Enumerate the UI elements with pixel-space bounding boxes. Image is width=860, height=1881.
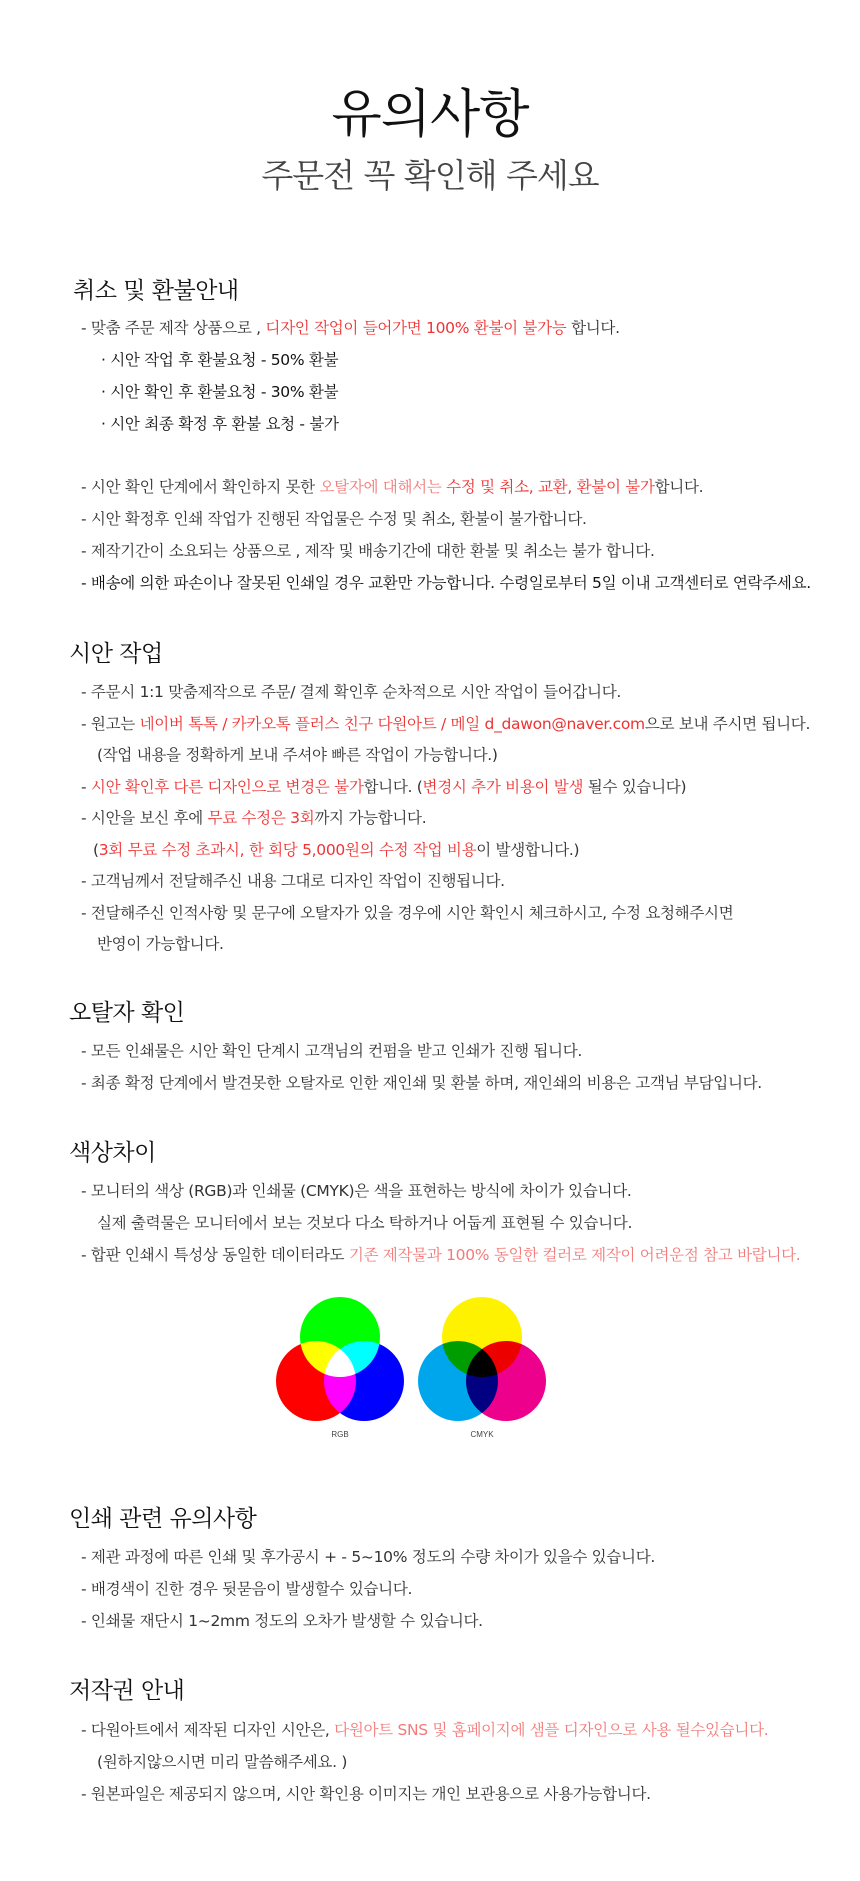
copyright-line-1 [81,1718,768,1740]
draft-line-5-red: 무료 수정은 3회 [207,809,315,827]
copyright-line-1-text: - 다원아트에서 제작된 디자인 시안은, [81,1721,335,1739]
cancel-line-2: · 시안 작업 후 환불요청 - 50% 환불 [101,351,339,369]
cancel-line-1-text: - 맞춤 주문 제작 상품으로 , [81,319,266,337]
page-subtitle: 주문전 꼭 확인해 주세요 [261,156,599,195]
cancel-line-7: - 제작기간이 소요되는 상품으로 , 제작 및 배송기간에 대한 환불 및 취소는 불가 합니다. [81,542,655,560]
cancel-line-8: - 배송에 의한 파손이나 잘못된 인쇄일 경우 교환만 가능합니다. 수령일로부터 5일 이내 고객센터로 연락주세요. [81,574,811,592]
color-line-2: 실제 출력물은 모니터에서 보는 것보다 다소 탁하거나 어둡게 표현될 수 있습니다. [97,1214,633,1232]
color-line-3 [81,1243,800,1265]
cancel-line-1 [81,316,620,338]
draft-line-4-mid: 합니다. ( [363,778,423,796]
page-title: 유의사항 [331,85,529,145]
draft-line-6-open: ( [93,841,99,859]
draft-line-2 [81,712,810,734]
cancel-line-6: - 시안 확정후 인쇄 작업가 진행된 작업물은 수정 및 취소, 환불이 불가합니다. [81,510,587,528]
draft-line-4-dash: - [81,778,91,796]
print-heading: 인쇄 관련 유의사항 [69,1506,257,1532]
draft-line-6-red: 3회 무료 수정 초과시, 한 회당 5,000원의 수정 작업 비용 [98,841,477,859]
draft-line-2-contacts: 네이버 톡톡 / 카카오톡 플러스 친구 다원아트 / 메일 d_dawon@naver.com [139,715,645,733]
cancel-line-1-highlight: 디자인 작업이 들어가면 100% 환불이 불가능 [265,319,567,337]
rgb-label: RGB [331,1430,349,1439]
cancel-line-5-text: - 시안 확인 단계에서 확인하지 못한 [81,478,320,496]
draft-line-2-text: - 원고는 [81,715,140,733]
draft-line-5-end: 까지 가능합니다. [314,809,427,827]
cmyk-magenta-circle [466,1341,546,1421]
rgb-blue-circle [324,1341,404,1421]
copyright-line-1-pink: 다원아트 SNS 및 홈페이지에 샘플 디자인으로 사용 될수있습니다. [334,1721,769,1739]
draft-line-5-text: - 시안을 보신 후에 [81,809,208,827]
draft-line-4-end: 될수 있습니다) [583,778,687,796]
draft-line-2-end: 으로 보내 주시면 됩니다. [644,715,811,733]
typo-heading: 오탈자 확인 [69,1000,185,1026]
draft-heading: 시안 작업 [69,641,163,667]
cancel-line-5-red: 수정 및 취소, 교환, 환불이 불가 [446,478,655,496]
print-line-3: - 인쇄물 재단시 1~2mm 정도의 오차가 발생할 수 있습니다. [81,1612,483,1630]
draft-line-6-end: 이 발생합니다.) [476,841,580,859]
print-line-2: - 배경색이 진한 경우 뒷묻음이 발생할수 있습니다. [81,1580,413,1598]
rgb-diagram [270,1295,410,1440]
copyright-line-3: - 원본파일은 제공되지 않으며, 시안 확인용 이미지는 개인 보관용으로 사용가능합니다. [81,1785,651,1803]
draft-line-1: - 주문시 1:1 맞춤제작으로 주문/ 결제 확인후 순차적으로 시안 작업이 들어갑니다. [81,683,622,701]
cancel-line-4: · 시안 최종 확정 후 환불 요청 - 불가 [101,415,339,433]
color-line-3-text: - 합판 인쇄시 특성상 동일한 데이터라도 [81,1246,349,1264]
cancel-line-1-end: 합니다. [566,319,620,337]
color-line-3-pink: 기존 제작물과 100% 동일한 컬러로 제작이 어려운점 참고 바랍니다. [348,1246,801,1264]
draft-line-4 [81,775,686,797]
draft-line-7: - 고객님께서 전달해주신 내용 그대로 디자인 작업이 진행됩니다. [81,872,505,890]
draft-line-4-red-1: 시안 확인후 다른 디자인으로 변경은 불가 [90,778,364,796]
draft-line-9: 반영이 가능합니다. [97,935,224,953]
cmyk-label: CMYK [470,1430,494,1439]
color-line-1: - 모니터의 색상 (RGB)과 인쇄물 (CMYK)은 색을 표현하는 방식에 차이가 있습니다. [81,1182,632,1200]
cancel-heading: 취소 및 환불안내 [73,278,239,304]
cancel-line-5-end: 합니다. [654,478,704,496]
draft-line-5 [81,806,426,828]
print-line-1: - 제관 과정에 따른 인쇄 및 후가공시 + - 5~10% 정도의 수량 차이가 있을수 있습니다. [81,1548,655,1566]
copyright-heading: 저작권 안내 [69,1678,185,1704]
cancel-line-5-pink: 오탈자에 대해서는 [319,478,447,496]
typo-line-1: - 모든 인쇄물은 시안 확인 단계시 고객님의 컨펌을 받고 인쇄가 진행 됩니다. [81,1042,583,1060]
cancel-line-5 [81,475,703,497]
draft-line-6 [93,838,579,860]
draft-line-4-red-2: 변경시 추가 비용이 발생 [422,778,584,796]
copyright-line-2: (원하지않으시면 미리 말씀해주세요. ) [97,1753,348,1771]
cmyk-diagram [412,1295,552,1440]
draft-line-3: (작업 내용을 정확하게 보내 주셔야 빠른 작업이 가능합니다.) [97,746,498,764]
cancel-line-3: · 시안 확인 후 환불요청 - 30% 환불 [101,383,339,401]
color-heading: 색상차이 [69,1140,156,1166]
typo-line-2: - 최종 확정 단계에서 발견못한 오탈자로 인한 재인쇄 및 환불 하며, 재인쇄의 비용은 고객님 부담입니다. [81,1074,762,1092]
draft-line-8: - 전달해주신 인적사항 및 문구에 오탈자가 있을 경우에 시안 확인시 체크하시고, 수정 요청해주시면 [81,904,734,922]
